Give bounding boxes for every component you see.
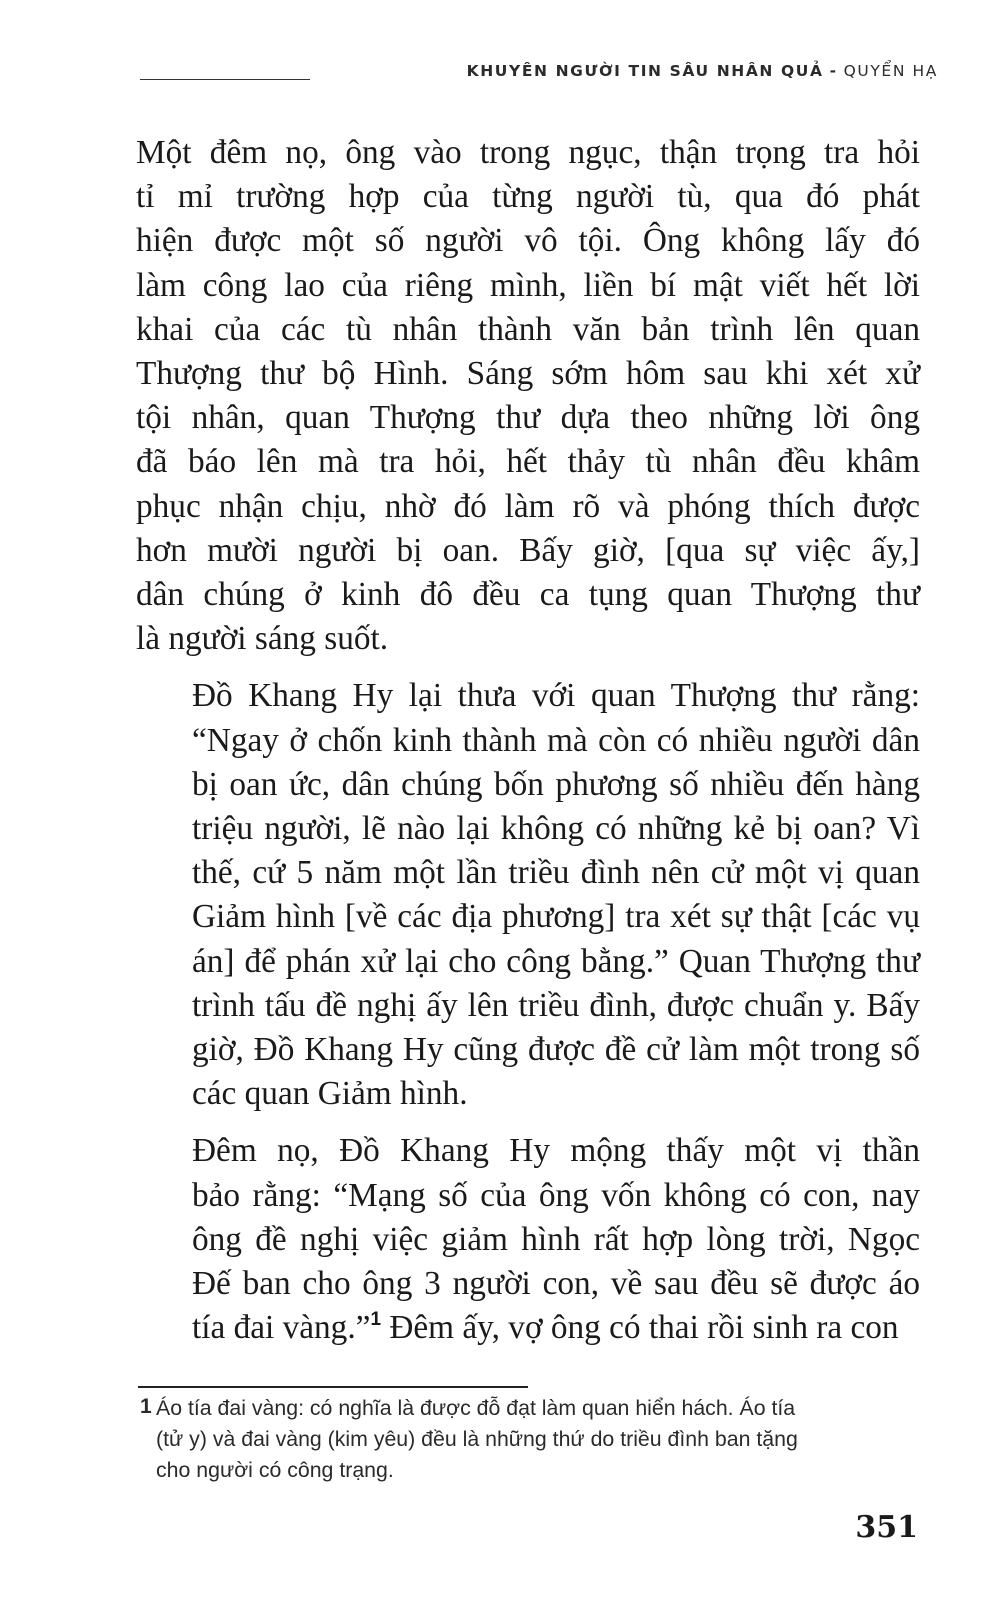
paragraph-line: trình tấu đề nghị ấy lên triều đình, được chuẩn y. Bấy — [192, 986, 920, 1024]
paragraph-line: hơn mười người bị oan. Bấy giờ, [qua sự việc ấy,] — [136, 531, 920, 569]
footnote-reference[interactable]: 1 — [370, 1309, 382, 1331]
paragraph-line: các quan Giảm hình. — [192, 1075, 468, 1113]
paragraph-line: tỉ mỉ trường hợp của từng người tù, qua đó phát — [136, 178, 920, 216]
paragraph-line: bảo rằng: “Mạng số của ông vốn không có con, nay — [192, 1176, 920, 1214]
running-head — [467, 62, 938, 80]
footnote-line: (tử y) và đai vàng (kim yêu) đều là những thứ do triều đình ban tặng — [156, 1427, 798, 1451]
text-segment: Đêm ấy, vợ ông có thai rồi sinh ra con — [381, 1309, 899, 1347]
paragraph-line: Đồ Khang Hy lại thưa với quan Thượng thư rằng: — [192, 677, 920, 715]
paragraph-line: đã báo lên mà tra hỏi, hết thảy tù nhân đều khâm — [136, 443, 920, 481]
paragraph-line: Một đêm nọ, ông vào trong ngục, thận trọng tra hỏi — [136, 134, 920, 171]
body-text — [136, 131, 920, 1363]
volume-label: QUYỂN HẠ — [843, 62, 938, 80]
footnote-number: 1 — [140, 1395, 152, 1418]
paragraph-line: làm công lao của riêng mình, liền bí mật viết hết lời — [136, 266, 920, 304]
page-number: 351 — [855, 1510, 918, 1545]
paragraph-line: giờ, Đồ Khang Hy cũng được đề cử làm một trong số — [192, 1031, 920, 1069]
footnote-line: cho người có công trạng. — [156, 1458, 394, 1482]
paragraph-line: hiện được một số người vô tội. Ông không lấy đó — [136, 222, 920, 260]
book-title: KHUYÊN NGƯỜI TIN SÂU NHÂN QUẢ — [466, 62, 824, 80]
paragraph-line: thế, cứ 5 năm một lần triều đình nên cử một vị quan — [192, 854, 920, 892]
paragraph-line: Giảm hình [về các địa phương] tra xét sự thật [các vụ — [192, 898, 920, 936]
footnote-text — [156, 1393, 920, 1486]
header-separator: - — [829, 62, 838, 80]
footnote — [140, 1393, 920, 1486]
paragraph — [136, 1129, 920, 1350]
paragraph-line: bị oan ức, dân chúng bốn phương số nhiều đến hàng — [192, 765, 920, 803]
footnote-rule — [138, 1386, 528, 1388]
text-segment: tía đai vàng.” — [192, 1309, 371, 1347]
paragraph-line: Đêm nọ, Đồ Khang Hy mộng thấy một vị thần — [192, 1132, 920, 1170]
paragraph-line: triệu người, lẽ nào lại không có những kẻ bị oan? Vì — [192, 810, 920, 848]
paragraph — [136, 674, 920, 1116]
paragraph — [136, 131, 920, 661]
paragraph-line: dân chúng ở kinh đô đều ca tụng quan Thượng thư — [136, 576, 920, 614]
footnote-line: Áo tía đai vàng: có nghĩa là được đỗ đạt làm quan hiển hách. Áo tía — [156, 1396, 796, 1420]
paragraph-line: tội nhân, quan Thượng thư dựa theo những lời ông — [136, 399, 920, 437]
paragraph-line: Thượng thư bộ Hình. Sáng sớm hôm sau khi xét xử — [136, 355, 920, 393]
paragraph-line: khai của các tù nhân thành văn bản trình lên quan — [136, 310, 920, 348]
paragraph-line: là người sáng suốt. — [136, 620, 389, 658]
paragraph-line: “Ngay ở chốn kinh thành mà còn có nhiều người dân — [192, 721, 920, 759]
paragraph-line — [136, 1306, 920, 1350]
paragraph-line: Đế ban cho ông 3 người con, về sau đều sẽ được áo — [192, 1265, 920, 1303]
paragraph-line: án] để phán xử lại cho công bằng.” Quan Thượng thư — [192, 942, 920, 980]
paragraph-line: phục nhận chịu, nhờ đó làm rõ và phóng thích được — [136, 487, 920, 525]
header-rule — [140, 79, 310, 80]
paragraph-line: ông đề nghị việc giảm hình rất hợp lòng trời, Ngọc — [192, 1220, 920, 1258]
